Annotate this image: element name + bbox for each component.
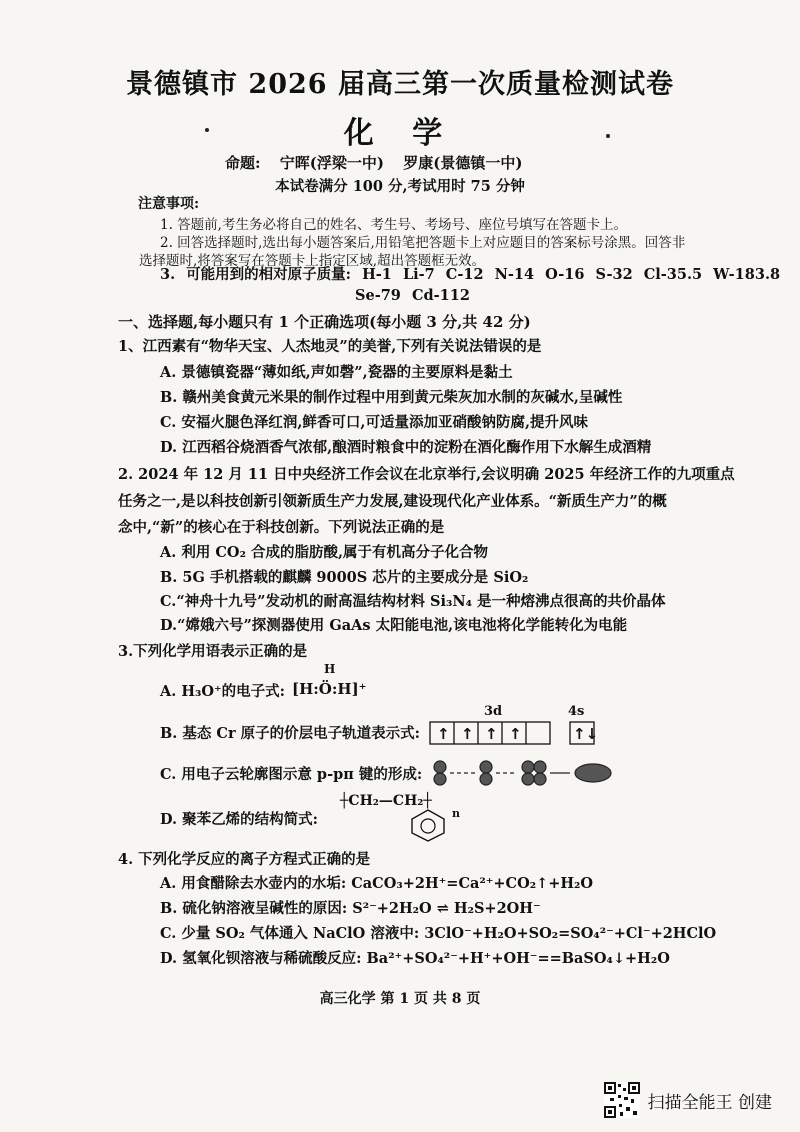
- q3a-formula-top-h: H: [324, 662, 336, 676]
- up-arrow-icon: ↑: [485, 725, 498, 743]
- q4-option-a: A. 用食醋除去水壶内的水垢: CaCO₃+2H⁺=Ca²⁺+CO₂↑+H₂O: [160, 875, 594, 892]
- q3-option-d: D. 聚苯乙烯的结构简式:: [160, 811, 319, 828]
- cr-orbital-diagram: [428, 720, 598, 746]
- note-3-atomic-masses: 3. 可能用到的相对原子质量: H-1 Li-7 C-12 N-14 O-16 S-32 Cl-35.5 W-183.8: [160, 266, 781, 283]
- note-2b: 选择题时,将答案写在答题卡上指定区域,超出答题框无效。: [139, 253, 486, 269]
- section-1-heading: 一、选择题,每小题只有 1 个正确选项(每小题 3 分,共 42 分): [118, 313, 531, 331]
- author-1: 宁晖(浮梁一中): [279, 154, 384, 172]
- q2-stem-line3: 念中,“新”的核心在于科技创新。下列说法正确的是: [118, 519, 445, 536]
- author-2: 罗康(景德镇一中): [403, 154, 523, 172]
- p-orbital-lobe-icon: [522, 773, 534, 785]
- q4-stem: 4. 下列化学反应的离子方程式正确的是: [118, 851, 371, 868]
- p-orbital-lobe-icon: [434, 773, 446, 785]
- up-arrow-icon: ↑: [461, 725, 474, 743]
- scanner-watermark-text: 扫描全能王 创建: [647, 1092, 772, 1113]
- q2-stem-line2: 任务之一,是以科技创新引领新质生产力发展,建设现代化产业体系。“新质生产力”的概: [118, 493, 667, 510]
- pi-bond-cloud-icon: [575, 764, 611, 782]
- p-orbital-lobe-icon: [534, 761, 546, 773]
- notes-title: 注意事项:: [138, 196, 200, 212]
- q2-option-d: D.“嫦娥六号”探测器使用 GaAs 太阳能电池,该电池将化学能转化为电能: [160, 617, 628, 634]
- up-arrow-icon: ↑: [437, 725, 450, 743]
- q2-option-b: B. 5G 手机搭载的麒麟 9000S 芯片的主要成分是 SiO₂: [160, 569, 529, 586]
- q2-option-a: A. 利用 CO₂ 合成的脂肪酸,属于有机高分子化合物: [160, 544, 489, 561]
- q3-option-b: B. 基态 Cr 原子的价层电子轨道表示式:: [160, 725, 420, 742]
- authors-label: 命题:: [225, 154, 261, 172]
- note-2a: 2. 回答选择题时,选出每小题答案后,用铅笔把答题卡上对应题目的答案标号涂黑。回答非: [160, 235, 686, 251]
- polymer-n-subscript: n: [452, 807, 460, 820]
- authors-line: [225, 152, 536, 173]
- page-footer: 高三化学 第 1 页 共 8 页: [319, 991, 481, 1007]
- polystyrene-formula: ┼CH₂—CH₂┼: [340, 793, 432, 809]
- q1-stem: 1、江西素有“物华天宝、人杰地灵”的美誉,下列有关说法错误的是: [118, 338, 542, 355]
- p-p-pi-bond-figure: [428, 758, 618, 788]
- q3-stem: 3.下列化学用语表示正确的是: [118, 643, 308, 660]
- q2-stem-line1: 2. 2024 年 12 月 11 日中央经济工作会议在北京举行,会议明确 2025 年经济工作的九项重点: [118, 466, 735, 483]
- qr-code-icon: [604, 1082, 640, 1118]
- q4-option-d: D. 氢氧化钡溶液与稀硫酸反应: Ba²⁺+SO₄²⁻+H⁺+OH⁻==BaSO₄↓+H₂O: [160, 950, 670, 967]
- subject-title: 化 学: [343, 116, 457, 151]
- p-orbital-lobe-icon: [534, 773, 546, 785]
- note-3-atomic-masses-cont: Se-79 Cd-112: [355, 287, 470, 304]
- orbital-3d-label: 3d: [484, 704, 503, 719]
- p-orbital-lobe-icon: [522, 761, 534, 773]
- exam-title: 景德镇市 2026 届高三第一次质量检测试卷: [126, 69, 674, 100]
- p-orbital-lobe-icon: [480, 761, 492, 773]
- q2-option-c: C.“神舟十九号”发动机的耐高温结构材料 Si₃N₄ 是一种熔沸点很高的共价晶体: [160, 593, 666, 610]
- q1-option-b: B. 赣州美食黄元米果的制作过程中用到黄元柴灰加水制的灰碱水,呈碱性: [160, 389, 623, 406]
- q4-option-b: B. 硫化钠溶液呈碱性的原因: S²⁻+2H₂O ⇌ H₂S+2OH⁻: [160, 900, 541, 917]
- orbital-4s-label: 4s: [568, 704, 585, 719]
- p-orbital-lobe-icon: [434, 761, 446, 773]
- q3a-electron-formula: [H:Ö:H]⁺: [292, 680, 367, 698]
- benzene-ring-icon: [408, 808, 448, 842]
- q1-option-d: D. 江西稻谷烧酒香气浓郁,酿酒时粮食中的淀粉在酒化酶作用下水解生成酒精: [160, 439, 652, 456]
- score-info: 本试卷满分 100 分,考试用时 75 分钟: [275, 178, 525, 195]
- q3-option-a: A. H₃O⁺的电子式:: [160, 683, 286, 700]
- up-arrow-icon: ↑: [509, 725, 522, 743]
- q4-option-c: C. 少量 SO₂ 气体通入 NaClO 溶液中: 3ClO⁻+H₂O+SO₂=SO₄²⁻+Cl⁻+2HClO: [160, 925, 717, 942]
- scanner-watermark: [604, 1082, 772, 1118]
- up-down-arrow-icon: ↑↓: [573, 725, 598, 743]
- q1-option-c: C. 安福火腿色泽红润,鲜香可口,可适量添加亚硝酸钠防腐,提升风味: [160, 414, 589, 431]
- q3-option-c: C. 用电子云轮廓图示意 p-pπ 键的形成:: [160, 766, 423, 783]
- note-1: 1. 答题前,考生务必将自己的姓名、考生号、考场号、座位号填写在答题卡上。: [160, 217, 627, 233]
- p-orbital-lobe-icon: [480, 773, 492, 785]
- q1-option-a: A. 景德镇瓷器“薄如纸,声如磬”,瓷器的主要原料是黏土: [160, 364, 513, 381]
